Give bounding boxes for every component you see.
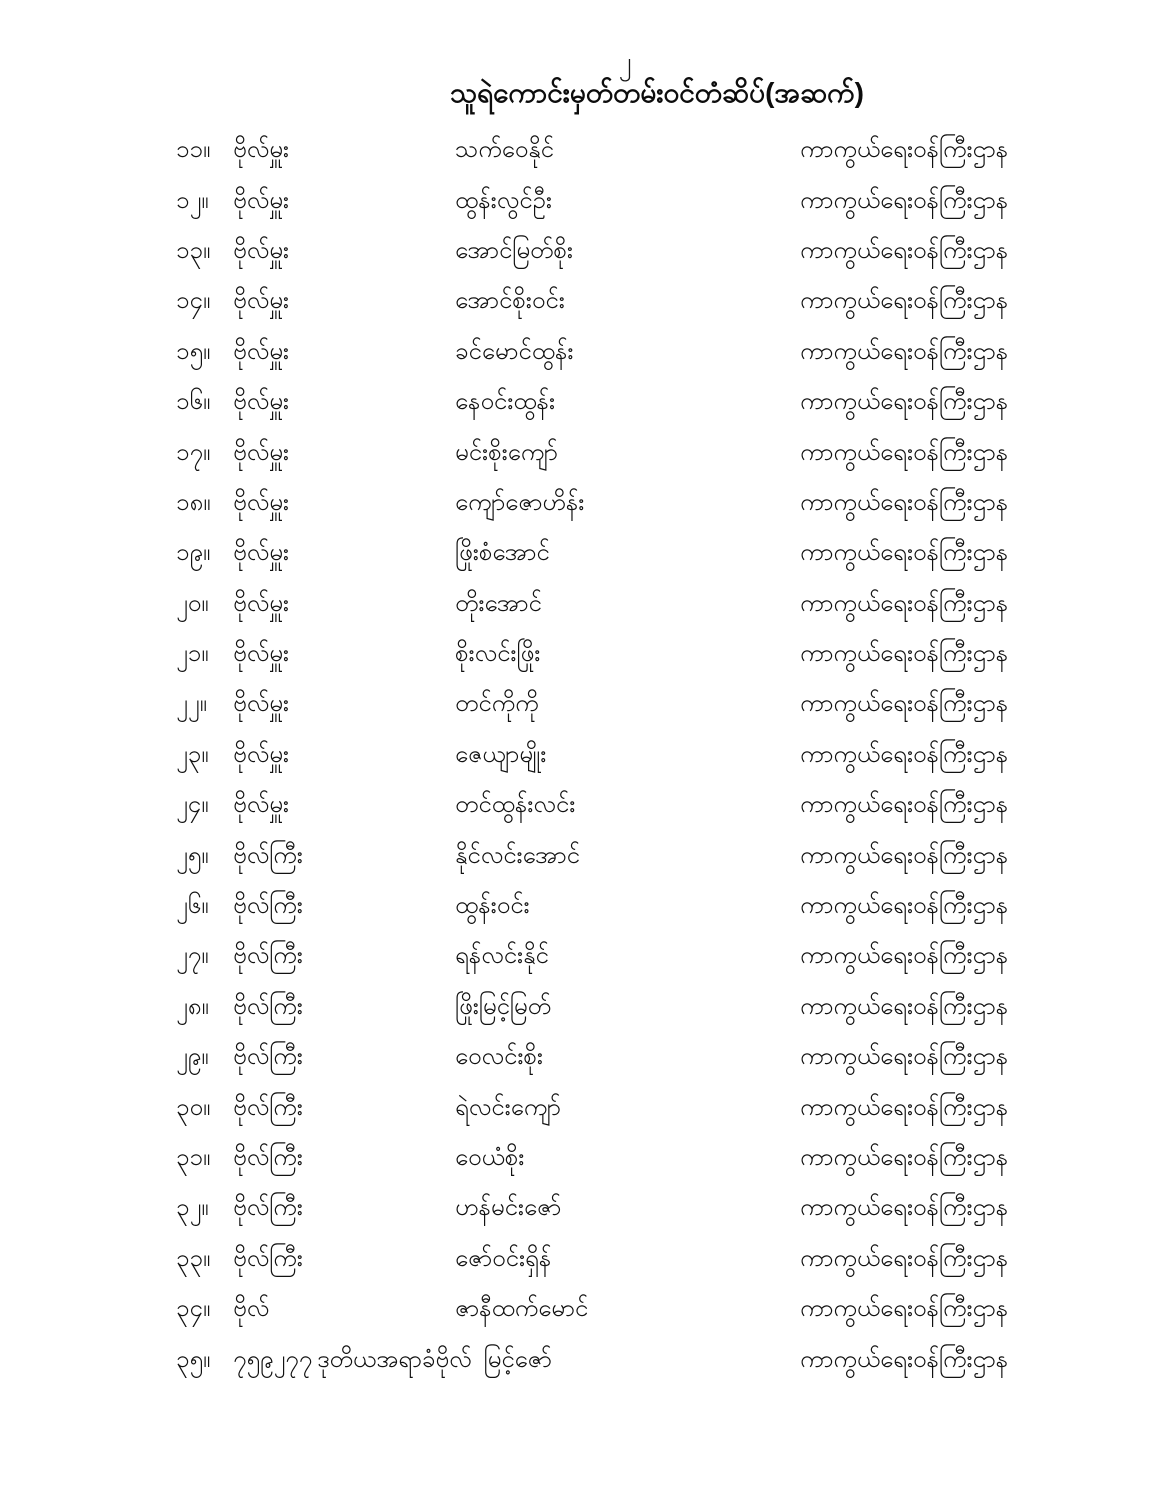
row-number: ၃၄။: [176, 1295, 211, 1323]
ministry-cell: ကာကွယ်ရေးဝန်ကြီးဌာန: [800, 1093, 1009, 1121]
row-number: ၁၇။: [176, 438, 211, 466]
row-middle-cells: [233, 1091, 800, 1127]
name-cell: ထွန်းဝင်း: [455, 892, 530, 920]
row-middle-cells: [233, 889, 800, 925]
row-middle-cells: [233, 990, 800, 1026]
ministry-cell: ကာကွယ်ရေးဝန်ကြီးဌာန: [800, 136, 1009, 164]
ministry-cell: ကာကွယ်ရေးဝန်ကြီးဌာန: [800, 287, 1009, 315]
row-number: ၂၃။: [176, 740, 209, 768]
table-row: [0, 731, 1159, 781]
row-middle-cells: [233, 687, 800, 723]
row-number: ၃၁။: [176, 1144, 211, 1171]
rank-cell: ဗိုလ်မှူး: [233, 589, 290, 617]
ministry-cell: ကာကွယ်ရေးဝန်ကြီးဌာန: [800, 1194, 1009, 1222]
rank-cell: ဗိုလ်မှူး: [233, 136, 290, 164]
table-row: [0, 378, 1159, 428]
row-middle-cells: [233, 1141, 800, 1177]
rank-cell: ဗိုလ်ကြီး: [233, 1244, 303, 1272]
row-number: ၁၆။: [176, 388, 211, 416]
row-number: ၂၀။: [176, 589, 209, 617]
name-cell: စိုးလင်းဖြိုး: [455, 640, 541, 668]
table-row: [0, 529, 1159, 579]
row-number: ၁၅။: [176, 337, 211, 365]
row-number: ၃၅။: [176, 1345, 211, 1373]
ministry-cell: ကာကွယ်ရေးဝန်ကြီးဌာန: [800, 1144, 1009, 1171]
page-title: သူရဲကောင်းမှတ်တမ်းဝင်တံဆိပ်(အဆက်): [450, 77, 864, 108]
rank-cell: ဗိုလ်ကြီး: [233, 1093, 303, 1121]
row-middle-cells: [233, 1242, 800, 1278]
name-cell: ကျော်ဇောဟိန်း: [455, 488, 585, 516]
ministry-cell: ကာကွယ်ရေးဝန်ကြီးဌာန: [800, 992, 1009, 1020]
ministry-cell: ကာကွယ်ရေးဝန်ကြီးဌာန: [800, 1244, 1009, 1272]
name-cell: သက်ဝေနိုင်: [455, 136, 554, 164]
name-cell: ဝေလင်းစိုး: [455, 1043, 544, 1071]
name-cell: ရန်လင်းနိုင်: [455, 942, 549, 970]
page-number: ၂: [618, 46, 632, 76]
name-cell: တိုးအောင်: [455, 589, 542, 617]
table-row: [0, 227, 1159, 277]
table-row: [0, 1033, 1159, 1083]
row-middle-cells: [233, 788, 800, 824]
name-cell: ဇေယျာမျိုး: [455, 740, 547, 768]
row-number: ၁၄။: [176, 287, 211, 315]
table-row: [0, 831, 1159, 881]
table-row: [0, 983, 1159, 1033]
rank-cell: ဗိုလ်: [233, 1295, 270, 1323]
name-cell: ဟန်မင်းဇော်: [455, 1194, 562, 1222]
table-row: [0, 176, 1159, 226]
row-middle-cells: [233, 133, 800, 169]
row-middle-cells: [233, 1191, 800, 1227]
name-cell: ဇာနီထက်မောင်: [455, 1295, 589, 1323]
table-row: [0, 126, 1159, 176]
row-number: ၁၃။: [176, 236, 211, 264]
rank-cell: ဗိုလ်ကြီး: [233, 1043, 303, 1071]
ministry-cell: ကာကွယ်ရေးဝန်ကြီးဌာန: [800, 892, 1009, 920]
name-cell: ရဲလင်းကျော်: [455, 1093, 561, 1121]
name-cell: မင်းစိုးကျော်: [455, 438, 558, 466]
ministry-cell: ကာကွယ်ရေးဝန်ကြီးဌာန: [800, 1345, 1009, 1373]
rank-cell: ဗိုလ်ကြီး: [233, 992, 303, 1020]
table-row: [0, 1083, 1159, 1133]
ministry-cell: ကာကွယ်ရေးဝန်ကြီးဌာန: [800, 1295, 1009, 1323]
table-row: [0, 882, 1159, 932]
ministry-cell: ကာကွယ်ရေးဝန်ကြီးဌာန: [800, 640, 1009, 668]
row-number: ၂၅။: [176, 841, 209, 869]
row-middle-cells: [233, 1292, 800, 1328]
rank-cell: ဗိုလ်မှူး: [233, 488, 290, 516]
table-row: [0, 1134, 1159, 1184]
row-middle-cells: [233, 738, 800, 774]
table-row: [0, 328, 1159, 378]
name-cell: ဖြိုးမြင့်မြတ်: [455, 992, 551, 1020]
ministry-cell: ကာကွယ်ရေးဝန်ကြီးဌာန: [800, 740, 1009, 768]
table-row: [0, 932, 1159, 982]
rank-cell: ဗိုလ်မှူး: [233, 438, 290, 466]
name-cell: နိုင်လင်းအောင်: [455, 841, 580, 869]
rank-cell: ဗိုလ်ကြီး: [233, 942, 303, 970]
ministry-cell: ကာကွယ်ရေးဝန်ကြီးဌာန: [800, 539, 1009, 567]
rank-cell: ဗိုလ်မှူး: [233, 236, 290, 264]
row-number: ၂၉။: [176, 1043, 209, 1071]
rank-cell: ဗိုလ်ကြီး: [233, 1194, 303, 1222]
rank-cell: ဗိုလ်မှူး: [233, 388, 290, 416]
ministry-cell: ကာကွယ်ရေးဝန်ကြီးဌာန: [800, 1043, 1009, 1071]
ministry-cell: ကာကွယ်ရေးဝန်ကြီးဌာန: [800, 186, 1009, 214]
rank-cell: ဗိုလ်မှူး: [233, 740, 290, 768]
rank-cell: ဗိုလ်မှူး: [233, 539, 290, 567]
table-row: [0, 428, 1159, 478]
ministry-cell: ကာကွယ်ရေးဝန်ကြီးဌာန: [800, 438, 1009, 466]
ministry-cell: ကာကွယ်ရေးဝန်ကြီးဌာန: [800, 337, 1009, 365]
row-middle-cells: [233, 536, 800, 572]
rank-cell: ဒုတိယအရာခံဗိုလ်: [317, 1345, 472, 1373]
row-number: ၂၆။: [176, 892, 209, 920]
row-number: ၁၈။: [176, 488, 211, 516]
name-cell: အောင်မြတ်စိုး: [455, 236, 574, 264]
row-middle-cells: [233, 939, 800, 975]
row-number: ၃၀။: [176, 1093, 211, 1121]
name-cell: ဖြိုးစံအောင်: [455, 539, 550, 567]
rank-cell: ဗိုလ်မှူး: [233, 337, 290, 365]
name-cell: မြင့်ဇော်: [483, 1345, 552, 1373]
table-row: [0, 1285, 1159, 1335]
ministry-cell: ကာကွယ်ရေးဝန်ကြီးဌာန: [800, 388, 1009, 416]
rank-cell: ဗိုလ်မှူး: [233, 640, 290, 668]
name-cell: ဝေယံစိုး: [455, 1144, 525, 1171]
row-number: ၃၂။: [176, 1194, 209, 1222]
table-row: [0, 277, 1159, 327]
name-cell: ခင်မောင်ထွန်း: [455, 337, 574, 365]
row-middle-cells: [233, 436, 800, 472]
row-middle-cells: [233, 234, 800, 270]
row-number: ၁၂။: [176, 186, 209, 214]
row-number: ၂၇။: [176, 942, 209, 970]
row-number: ၁၁။: [176, 136, 211, 164]
service-number: ၇၅၉၂၇၇: [233, 1345, 313, 1373]
name-cell: တင်ထွန်းလင်း: [455, 791, 576, 819]
table-row: [0, 630, 1159, 680]
row-middle-cells: [233, 284, 800, 320]
row-number: ၂၄။: [176, 791, 209, 819]
name-cell: အောင်စိုးဝင်း: [455, 287, 565, 315]
ministry-cell: ကာကွယ်ရေးဝန်ကြီးဌာန: [800, 841, 1009, 869]
row-middle-cells: [233, 385, 800, 421]
rank-cell: ဗိုလ်မှူး: [233, 690, 290, 718]
rank-cell: ဗိုလ်ကြီး: [233, 841, 303, 869]
ministry-cell: ကာကွယ်ရေးဝန်ကြီးဌာန: [800, 589, 1009, 617]
row-number: ၁၉။: [176, 539, 211, 567]
ministry-cell: ကာကွယ်ရေးဝန်ကြီးဌာန: [800, 690, 1009, 718]
table-row: [0, 781, 1159, 831]
rank-cell: ဗိုလ်ကြီး: [233, 892, 303, 920]
row-number: ၂၂။: [176, 690, 207, 718]
table-row: [0, 1184, 1159, 1234]
row-middle-cells: [233, 587, 800, 623]
table-row: [0, 1235, 1159, 1285]
row-middle-cells: [233, 1343, 800, 1379]
table-row: [0, 1335, 1159, 1385]
row-number: ၂၈။: [176, 992, 209, 1020]
rank-cell: ဗိုလ်မှူး: [233, 791, 290, 819]
row-middle-cells: [233, 637, 800, 673]
ministry-cell: ကာကွယ်ရေးဝန်ကြီးဌာန: [800, 942, 1009, 970]
row-middle-cells: [233, 839, 800, 875]
row-middle-cells: [233, 1040, 800, 1076]
table-row: [0, 680, 1159, 730]
officer-roster-table: [0, 126, 1159, 1386]
rank-cell: ဗိုလ်မှူး: [233, 287, 290, 315]
table-row: [0, 479, 1159, 529]
rank-cell: ဗိုလ်မှူး: [233, 186, 290, 214]
name-cell: တင်ကိုကို: [455, 690, 539, 718]
row-middle-cells: [233, 184, 800, 220]
row-middle-cells: [233, 335, 800, 371]
rank-cell: ဗိုလ်ကြီး: [233, 1144, 303, 1171]
ministry-cell: ကာကွယ်ရေးဝန်ကြီးဌာန: [800, 791, 1009, 819]
name-cell: နေဝင်းထွန်း: [455, 388, 556, 416]
name-cell: ဇော်ဝင်းရှိန်: [455, 1244, 552, 1272]
row-number: ၂၁။: [176, 640, 209, 668]
ministry-cell: ကာကွယ်ရေးဝန်ကြီးဌာန: [800, 236, 1009, 264]
row-number: ၃၃။: [176, 1244, 211, 1272]
table-row: [0, 580, 1159, 630]
ministry-cell: ကာကွယ်ရေးဝန်ကြီးဌာန: [800, 488, 1009, 516]
name-cell: ထွန်းလွင်ဦး: [455, 186, 552, 214]
row-middle-cells: [233, 486, 800, 522]
